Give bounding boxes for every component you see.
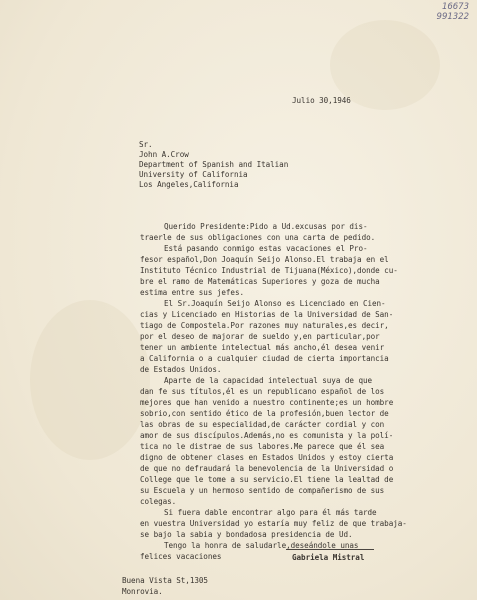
return-address-line: Monrovia. xyxy=(122,587,163,596)
recipient-line: University of California xyxy=(139,170,248,179)
signature: Gabriela Mistral xyxy=(292,553,365,562)
body-line: a California o a cualquier ciudad de cierta importancia xyxy=(140,354,389,363)
body-line: Aparte de la capacidad intelectual suya de que xyxy=(164,376,373,385)
body-line: dan fe sus títulos,él es un republicano español de los xyxy=(140,387,385,396)
recipient-line: Los Angeles,California xyxy=(139,180,239,189)
body-line: su Escuela y un hermoso sentido de compañerismo de sus xyxy=(140,486,385,495)
body-line: en vuestra Universidad yo estaría muy feliz de que trabaja- xyxy=(140,519,407,528)
body-line: felices vacaciones xyxy=(140,552,222,561)
body-line: se bajo la sabia y bondadosa presidencia de Ud. xyxy=(140,530,353,539)
body-line: tica no le distrae de sus labores.Me parece que él sea xyxy=(140,442,385,451)
body-line: bre el ramo de Matemáticas Superiores y goza de mucha xyxy=(140,277,380,286)
body-line: las obras de su especialidad,de carácter cordial y con xyxy=(140,420,385,429)
body-line: Instituto Técnico Industrial de Tijuana(México),donde cu- xyxy=(140,266,398,275)
body-line: colegas. xyxy=(140,497,177,506)
body-line: mejores que han venido a nuestro continente;es un hombre xyxy=(140,398,394,407)
body-line: Si fuera dable encontrar algo para él más tarde xyxy=(164,508,377,517)
body-line: por el deseo de majorar de sueldo y,en particular,por xyxy=(140,332,380,341)
archive-ref-line: 16673 xyxy=(441,2,469,12)
body-line: cias y Licenciado en Historias de la Universidad de San- xyxy=(140,310,394,319)
body-line: tener un ambiente intelectual más ancho,él desea venir xyxy=(140,343,385,352)
body-line: estima entre sus jefes. xyxy=(140,288,245,297)
body-line: sobrio,con sentido ético de la profesión,buen lector de xyxy=(140,409,389,418)
body-line: College que le tome a su servicio.El tiene la lealtad de xyxy=(140,475,394,484)
recipient-line: John A.Crow xyxy=(139,150,189,159)
body-line: de que no defraudará la benevolencia de la Universidad o xyxy=(140,464,394,473)
body-line: de Estados Unidos. xyxy=(140,365,222,374)
body-line: El Sr.Joaquín Seijo Alonso es Licenciado en Cien- xyxy=(164,299,386,308)
archive-ref-line: 991322 xyxy=(436,12,469,22)
archive-reference xyxy=(437,2,469,22)
body-line: Querido Presidente:Pido a Ud.excusas por dis- xyxy=(164,222,368,231)
body-line: digno de obtener clases en Estados Unidos y estoy cierta xyxy=(140,453,394,462)
body-line: tiago de Compostela.Por razones muy naturales,es decir, xyxy=(140,321,389,330)
signature-line xyxy=(286,549,374,550)
body-line: Tengo la honra de saludarle,deseándole unas xyxy=(164,541,359,550)
body-line: Está pasando conmigo estas vacaciones el Pro- xyxy=(164,244,368,253)
return-address-line: Buena Vista St,1305 xyxy=(122,576,208,585)
body-line: traerle de sus obligaciones con una carta de pedido. xyxy=(140,233,376,242)
recipient-line: Sr. xyxy=(139,140,153,149)
body-line: amor de sus discípulos.Además,no es comunista y la polí- xyxy=(140,431,394,440)
body-line: fesor español,Don Joaquín Seijo Alonso.El trabaja en el xyxy=(140,255,389,264)
recipient-line: Department of Spanish and Italian xyxy=(139,160,289,169)
paper-stain xyxy=(30,300,150,460)
letter-date: Julio 30,1946 xyxy=(292,96,351,105)
